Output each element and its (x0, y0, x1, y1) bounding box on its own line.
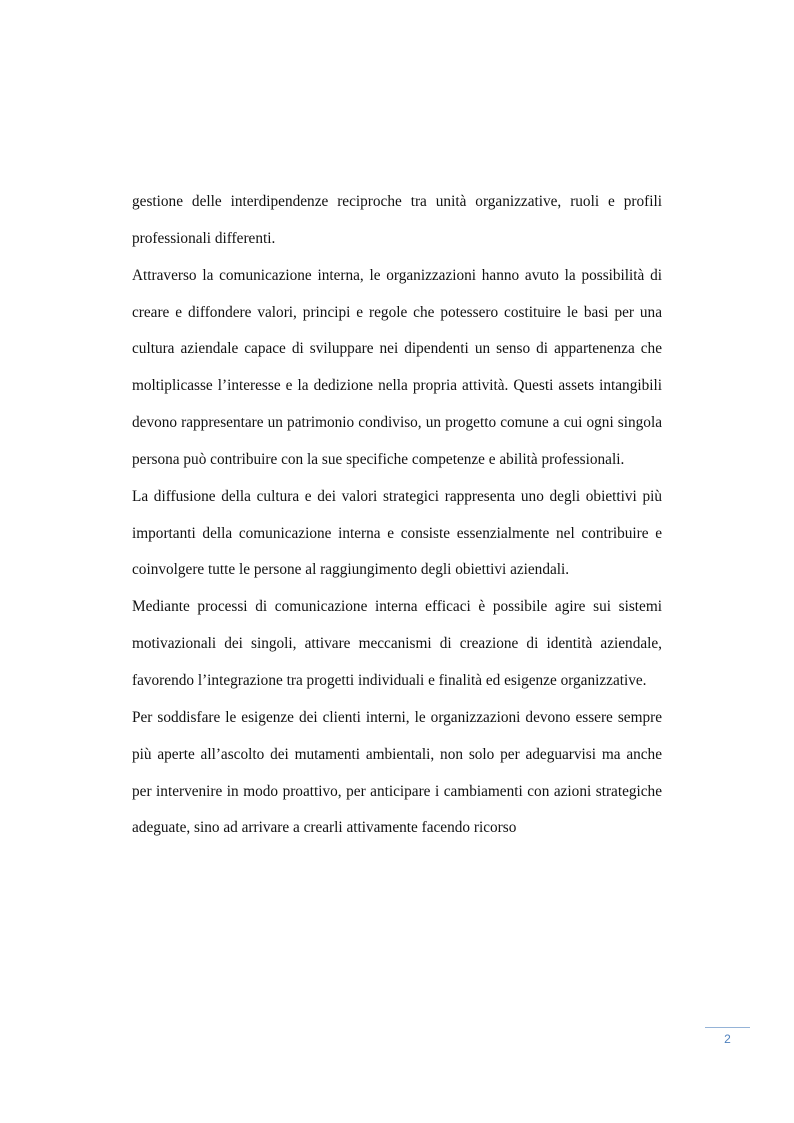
paragraph-2: Attraverso la comunicazione interna, le organizzazioni hanno avuto la possibilità di creare e diffondere valori, principi e regole che potessero costituire le basi per una cultura aziendale capace di sviluppare nei dipendenti un senso di appartenenza che moltiplicasse l’interesse e la dedizione nella propria attività. Questi assets intangibili devono rappresentare un patrimonio condiviso, un progetto comune a cui ogni singola persona può contribuire con la sue specifiche competenze e abilità professionali. (132, 266, 662, 468)
paragraph-5: Per soddisfare le esigenze dei clienti interni, le organizzazioni devono essere sempre più aperte all’ascolto dei mutamenti ambientali, non solo per adeguarvisi ma anche per intervenire in modo proattivo, per anticipare i cambiamenti con azioni strategiche adeguate, sino ad arrivare a crearli attivamente facendo ricorso (132, 708, 662, 837)
page-body (132, 184, 662, 847)
paragraph-4: Mediante processi di comunicazione interna efficaci è possibile agire sui sistemi motivazionali dei singoli, attivare meccanismi di creazione di identità aziendale, favorendo l’integrazione tra progetti individuali e finalità ed esigenze organizzative. (132, 598, 662, 689)
paragraph-1: gestione delle interdipendenze reciproche tra unità organizzative, ruoli e profili professionali differenti. (132, 193, 662, 247)
page-number: 2 (724, 1032, 731, 1046)
footer-divider (705, 1027, 750, 1028)
paragraph-3: La diffusione della cultura e dei valori strategici rappresenta uno degli obiettivi più importanti della comunicazione interna e consiste essenzialmente nel contribuire e coinvolgere tutte le persone al raggiungimento degli obiettivi aziendali. (132, 487, 662, 579)
